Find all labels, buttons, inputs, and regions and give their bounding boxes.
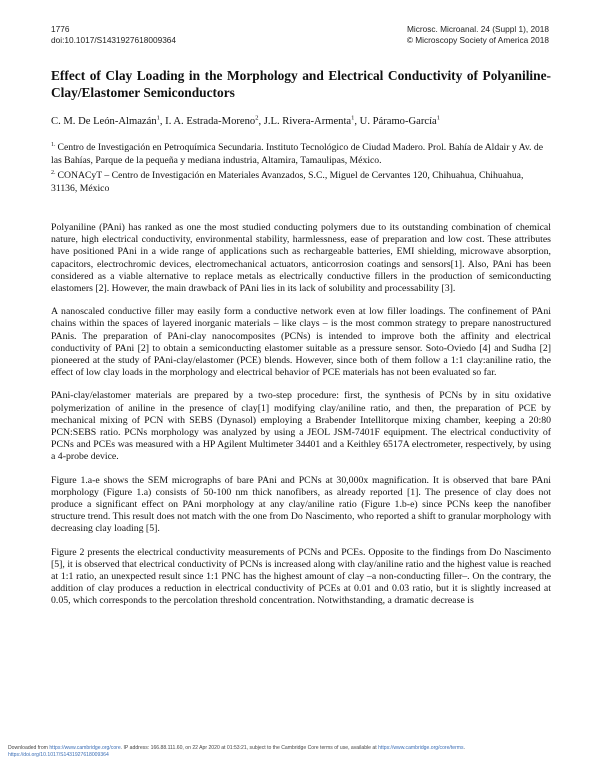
paragraph: PAni-clay/elastomer materials are prepared by a two-step procedure: first, the synthesis of PCNs by in situ oxidative polymerization of aniline in the presence of clay[1] modifying clay/aniline ratio, and then, the preparation of PCE by mechanical mixing of PCN with SEBS (Dynasol) employing a Brabender Intellitorque mixing chamber, keeping a 20:80 PCN:SEBS ratio. PCNs morphology was analyzed by using a JEOL JSM-7401F equipment. The electrical conductivity of PCNs and PCEs was measured with a HP Agilent Multimeter 34401 and a Keithley 6517A electrometer, respectively, by using a 4-probe device. bbox=[51, 390, 551, 463]
paragraph: Figure 2 presents the electrical conductivity measurements of PCNs and PCEs. Opposite to the findings from Do Nascimento [5], it is observed that electrical conductivity of PCNs is increased along with clay/aniline ratio and the highest value is reached at 1:1 ratio, an unexpected result since 1:1 PNC has the highest amount of clay –a non-conducting filler–. On the contrary, the addition of clay produces a reduction in electrical conductivity of PCEs at 0.01 and 0.03 ratio, but it is slightly increased at 0.05, which corresponds to the percolation threshold concentration. Notwithstanding, a dramatic decrease is bbox=[51, 546, 551, 607]
copyright: © Microscopy Society of America 2018 bbox=[406, 35, 549, 45]
affiliation: $^{2.}$ CONACyT – Centro de Investigación en Materiales Avanzados, S.C., Miguel de Cervantes 120, Chihuahua, Chihuahua, 31136, México bbox=[51, 169, 524, 194]
author: J.L. Rivera-Armenta$^1$, bbox=[263, 114, 360, 127]
author: I. A. Estrada-Moreno$^2$, bbox=[165, 114, 264, 127]
page-number: 1776 bbox=[51, 24, 70, 34]
paragraph: Polyaniline (PAni) has ranked as one the most studied conducting polymers due to its outstanding combination of chemical nature, high electrical conductivity, environmental stability, harmlessness, ease of preparation and low cost. These attributes have positioned PAni in a wide range of applications such as rechargeable batteries, EMI shielding, microwave absorption, capacitors, electrochromic devices, electromechanical actuators, anticorrosion coatings and sensors[1]. Also, PAni has been considered as a viable alternative to replace metals as electrically conductive fillers in the production of semiconducting elastomers [2]. However, the main drawback of PAni lies in its lack of solubility and processability [3]. bbox=[51, 222, 551, 295]
download-footer: Downloaded from https://www.cambridge.org/core. IP address: 166.88.111.60, on 22 Apr 2020 at 01:53:21, subject to the Cambridge Core terms of use, available at https://www.cambridge.org/core/terms. https://doi.org/10.1017/S1431927618009364 bbox=[8, 745, 466, 758]
doi-link[interactable]: https://doi.org/10.1017/S1431927618009364 bbox=[8, 752, 109, 758]
affiliations bbox=[51, 141, 551, 197]
paper-title: Effect of Clay Loading in the Morphology and Electrical Conductivity of Polyaniline-Clay/Elastomer Semiconductors bbox=[51, 68, 551, 100]
header-left bbox=[51, 24, 176, 46]
author: U. Páramo-García$^1$ bbox=[359, 114, 440, 127]
affiliation: $^{1.}$ Centro de Investigación en Petroquímica Secundaria. Instituto Tecnológico de Ciudad Madero. Prol. Bahía de Aldair y Av. de las Bahías, Parque de la pequeña y mediana industria, Altamira, Tamaulipas, México. bbox=[51, 141, 544, 166]
doi: doi:10.1017/S1431927618009364 bbox=[51, 35, 177, 45]
core-link[interactable]: https://www.cambridge.org/core bbox=[49, 745, 121, 751]
body-text bbox=[51, 222, 551, 619]
header-right bbox=[407, 24, 549, 46]
paragraph: Figure 1.a-e shows the SEM micrographs of bare PAni and PCNs at 30,000x magnification. It is observed that bare PAni morphology (Figure 1.a) consists of 50-100 nm thick nanofibers, as already reported [1]. The presence of clay does not produce a significant effect on PAni morphology at any clay/aniline ratio (Figure 1.b-e) since PCNs keep the nanofiber structure trend. This result does not match with the one from Do Nascimento, who reported a shift to granular morphology with decreasing clay loading [5]. bbox=[51, 474, 551, 535]
author-list bbox=[51, 115, 551, 128]
paragraph: A nanoscaled conductive filler may easily form a conductive network even at low filler loadings. The confinement of PAni chains within the spaces of layered inorganic materials – like clays – is the most common strategy to prepare nanostructured PAnis. The preparation of PAni-clay nanocomposites (PCNs) is intended to improve both the affinity and electrical conductivity of PAni [2] to obtain a semiconducting elastomer suitable as a pressure sensor. Soto-Oviedo [4] and Sudha [2] pioneered at the study of PAni-clay/elastomer (PCE) blends. However, since both of them follow a 1:1 clay:aniline ratio, the effect of low clay loads in the morphology and electrical behavior of PCE materials has not been evaluated so far. bbox=[51, 306, 551, 379]
terms-link[interactable]: https://www.cambridge.org/core/terms bbox=[378, 745, 464, 751]
author: C. M. De León-Almazán$^1$, bbox=[51, 114, 166, 127]
journal-citation: Microsc. Microanal. 24 (Suppl 1), 2018 bbox=[406, 24, 549, 34]
